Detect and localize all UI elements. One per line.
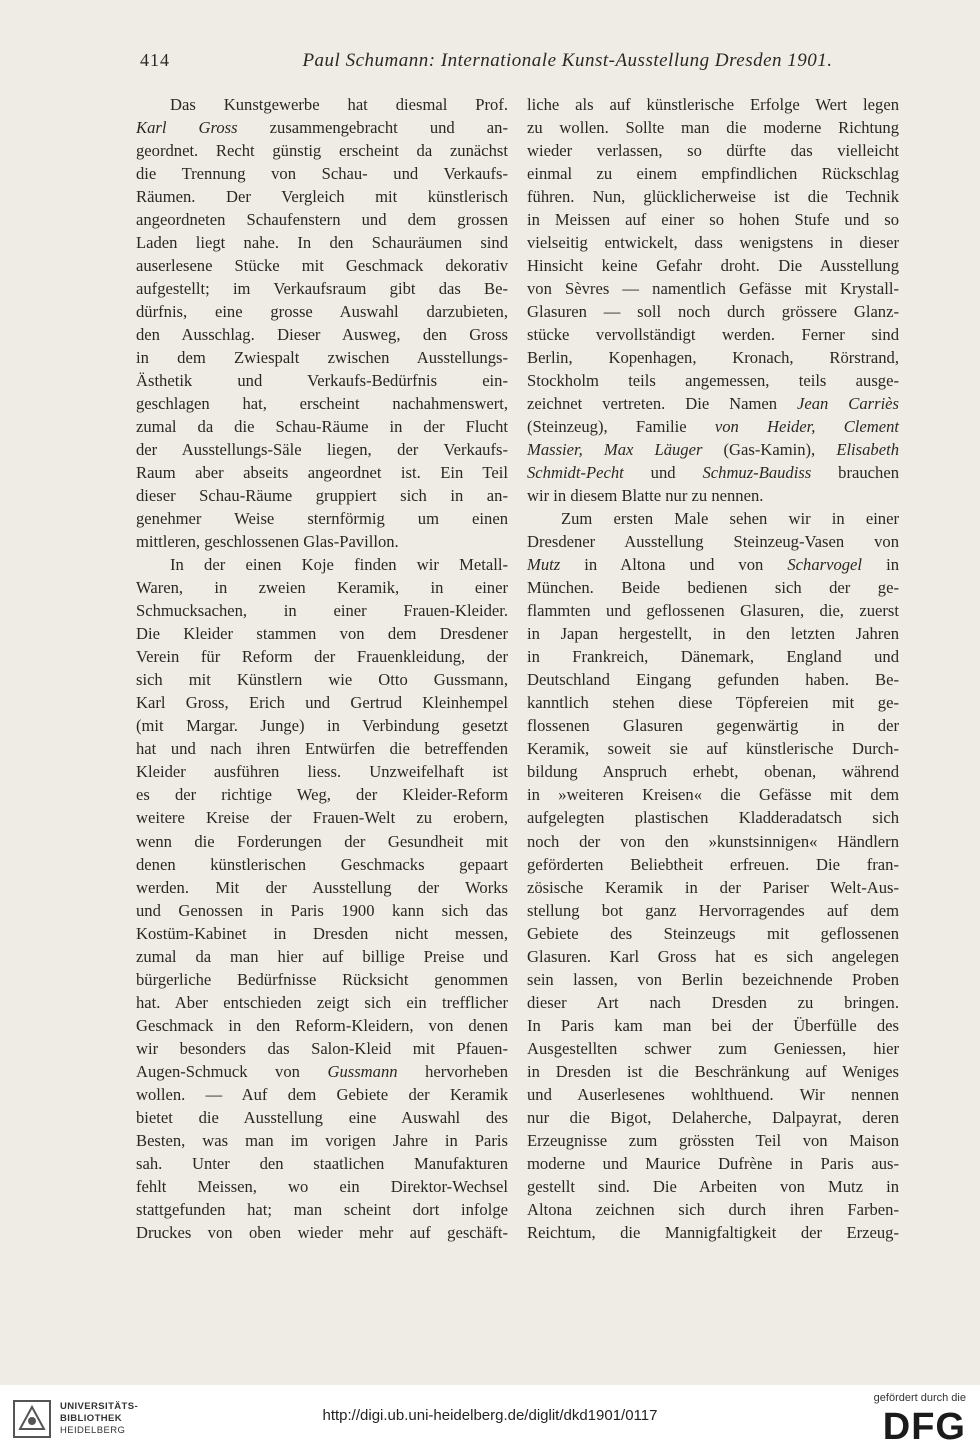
text-line: noch der von den »kunstsinnigen« Händlern: [527, 831, 899, 851]
text-line: führen. Nun, glücklicherweise ist die Technik: [527, 187, 899, 207]
text-line: mittleren, geschlossenen Glas-Pavillon.: [136, 532, 399, 552]
text-line: Keramik, soweit sie auf künstlerische Durch-: [527, 739, 899, 759]
text-line: wollen. — Auf dem Gebiete der Keramik: [136, 1084, 508, 1104]
text-line: Deutschland Eingang gefunden haben. Be-: [527, 670, 899, 690]
text-line: geschlagen hat, erscheint nachahmenswert,: [136, 394, 508, 414]
text-line: dieser Schau-Räume gruppiert sich in an-: [136, 486, 508, 506]
text-line: Berlin, Kopenhagen, Kronach, Rörstrand,: [527, 348, 899, 368]
text-line: von Sèvres — namentlich Gefässe mit Krystall-: [527, 279, 899, 299]
library-name: UNIVERSITÄTS- BIBLIOTHEK HEIDELBERG: [60, 1401, 139, 1436]
text-line: Das Kunstgewerbe hat diesmal Prof.: [170, 95, 508, 114]
text-line: Zum ersten Male sehen wir in einer: [561, 509, 899, 529]
text-line: Hinsicht keine Gefahr droht. Die Ausstellung: [527, 256, 899, 276]
text-line: aufgestellt; im Verkaufsraum gibt das Be-: [136, 279, 508, 299]
text-line: in »weiteren Kreisen« die Gefässe mit dem: [527, 785, 899, 805]
text-line: Schmidt-Pecht und Schmuz-Baudiss brauchen: [527, 463, 899, 483]
text-line: in Japan hergestellt, in den letzten Jahren: [527, 624, 899, 644]
text-line: zösische Keramik in der Pariser Welt-Aus-: [527, 877, 899, 897]
running-header: [140, 50, 905, 76]
text-line: Glasuren — soll noch durch grössere Glanz-: [527, 302, 899, 322]
text-line: zumal da die Schau-Räume in der Flucht: [136, 417, 508, 437]
text-line: moderne und Maurice Dufrène in Paris aus-: [527, 1153, 899, 1173]
text-line: sich mit Künstlern wie Otto Gussmann,: [136, 670, 508, 690]
text-line: denen künstlerischen Geschmacks gepaart: [136, 854, 508, 874]
text-line: in dem Zwiespalt zwischen Ausstellungs-: [136, 348, 508, 368]
text-line: flossenen Glasuren gegenwärtig in der: [527, 716, 899, 736]
text-line: Mutz in Altona und von Scharvogel in: [527, 555, 899, 575]
text-line: nur die Bigot, Delaherche, Dalpayrat, deren: [527, 1107, 899, 1127]
text-line: werden. Mit der Ausstellung der Works: [136, 877, 508, 897]
text-line: Laden liegt nahe. In den Schauräumen sind: [136, 233, 508, 253]
text-line: Ästhetik und Verkaufs-Bedürfnis ein-: [136, 371, 508, 391]
text-line: Reichtum, die Mannigfaltigkeit der Erzeug-: [527, 1222, 899, 1242]
text-line: stellung bot ganz Hervorragendes auf dem: [527, 900, 899, 920]
text-line: einmal zu einem empfindlichen Rückschlag: [527, 164, 899, 184]
text-line: fehlt Meissen, wo ein Direktor-Wechsel: [136, 1176, 508, 1196]
text-line: Raum aber abseits angeordnet ist. Ein Teil: [136, 463, 508, 483]
text-line: Schmucksachen, in einer Frauen-Kleider.: [136, 601, 508, 621]
text-line: auserlesene Stücke mit Geschmack dekorativ: [136, 256, 508, 276]
text-line: zu wollen. Sollte man die moderne Richtung: [527, 118, 899, 138]
text-line: den Ausschlag. Dieser Ausweg, den Gross: [136, 325, 508, 345]
text-line: in Frankreich, Dänemark, England und: [527, 647, 899, 667]
text-line: geförderten Beliebtheit erfreuen. Die fran-: [527, 854, 899, 874]
text-line: angeordneten Schaufenstern und dem grossen: [136, 210, 508, 230]
left-text-column: [136, 93, 508, 1244]
text-line: stattgefunden hat; man scheint dort infolge: [136, 1199, 508, 1219]
text-line: In der einen Koje finden wir Metall-: [170, 555, 508, 575]
text-line: liche als auf künstlerische Erfolge Wert legen: [527, 95, 899, 114]
text-line: sein lassen, von Berlin bezeichnende Proben: [527, 969, 899, 989]
text-line: bietet die Ausstellung eine Auswahl des: [136, 1107, 508, 1127]
text-line: in Dresden ist die Beschränkung auf Weniges: [527, 1061, 899, 1081]
text-line: und Genossen in Paris 1900 kann sich das: [136, 900, 508, 920]
text-line: dieser Art nach Dresden zu bringen.: [527, 992, 899, 1012]
text-line: bürgerliche Bedürfnisse Rücksicht genommen: [136, 969, 508, 989]
text-line: und Auserlesenes wohlthuend. Wir nennen: [527, 1084, 899, 1104]
text-line: es der richtige Weg, der Kleider-Reform: [136, 785, 508, 805]
text-line: sah. Unter den staatlichen Manufakturen: [136, 1153, 508, 1173]
text-line: In Paris kam man bei der Überfülle des: [527, 1015, 899, 1035]
text-line: Kostüm-Kabinet in Dresden nicht messen,: [136, 923, 508, 943]
text-line: Augen-Schmuck von Gussmann hervorheben: [136, 1061, 508, 1081]
permalink-url[interactable]: http://digi.ub.uni-heidelberg.de/diglit/dkd1901/0117: [322, 1407, 658, 1424]
text-line: gestellt sind. Die Arbeiten von Mutz in: [527, 1176, 899, 1196]
text-line: Besten, was man im vorigen Jahre in Paris: [136, 1130, 508, 1150]
text-line: Kleider ausführen liess. Unzweifelhaft ist: [136, 762, 508, 782]
text-line: hat und nach ihren Entwürfen die betreffenden: [136, 739, 508, 759]
text-line: (mit Margar. Junge) in Verbindung gesetzt: [136, 716, 508, 736]
text-line: zumal da man hier auf billige Preise und: [136, 946, 508, 966]
text-line: München. Beide bedienen sich der ge-: [527, 578, 899, 598]
text-line: dürfnis, eine grosse Auswahl darzubieten,: [136, 302, 508, 322]
text-line: die Trennung von Schau- und Verkaufs-: [136, 164, 508, 184]
text-line: Räumen. Der Vergleich mit künstlerisch: [136, 187, 508, 207]
text-line: Altona zeichnen sich durch ihren Farben-: [527, 1199, 899, 1219]
running-title: Paul Schumann: Internationale Kunst-Ausstellung Dresden 1901.: [302, 50, 833, 71]
text-line: der Ausstellungs-Säle liegen, der Verkaufs-: [136, 440, 508, 460]
text-line: weitere Kreise der Frauen-Welt zu erobern,: [136, 808, 508, 828]
text-line: Waren, in zweien Keramik, in einer: [136, 578, 508, 598]
funding-caption: gefördert durch die: [873, 1392, 966, 1404]
digitization-footer: [0, 1385, 980, 1455]
text-line: Glasuren. Karl Gross hat es sich angelegen: [527, 946, 899, 966]
text-line: vielseitig entwickelt, dass wenigstens in dieser: [527, 233, 899, 253]
text-line: geordnet. Recht günstig erscheint da zunächst: [136, 141, 508, 161]
text-line: Karl Gross, Erich und Gertrud Kleinhempel: [136, 693, 508, 713]
text-line: stücke vervollständigt werden. Ferner sind: [527, 325, 899, 345]
text-line: flammten und geflossenen Glasuren, die, zuerst: [527, 601, 899, 621]
text-line: Karl Gross zusammengebracht und an-: [136, 118, 508, 138]
text-line: Stockholm teils angemessen, teils ausge-: [527, 371, 899, 391]
dfg-logo: DFG: [882, 1406, 966, 1448]
text-line: Gebiete des Steinzeugs mit geflossenen: [527, 923, 899, 943]
right-text-column: [527, 93, 899, 1244]
text-line: bildung Anspruch erhebt, obenan, während: [527, 762, 899, 782]
text-line: zeichnet vertreten. Die Namen Jean Carriès: [527, 394, 900, 414]
text-line: in Meissen auf einer so hohen Stufe und so: [527, 210, 899, 230]
text-line: Erzeugnisse zum grössten Teil von Maison: [527, 1130, 899, 1150]
text-line: wir besonders das Salon-Kleid mit Pfauen-: [136, 1038, 508, 1058]
text-line: Ausgestellten schwer zum Geniessen, hier: [527, 1038, 899, 1058]
page-number: 414: [140, 50, 170, 70]
text-line: Geschmack in den Reform-Kleidern, von denen: [136, 1015, 508, 1035]
text-line: Druckes von oben wieder mehr auf geschäft-: [136, 1222, 508, 1242]
text-line: wir in diesem Blatte nur zu nennen.: [527, 486, 764, 506]
text-line: Die Kleider stammen von dem Dresdener: [136, 624, 508, 644]
text-line: genehmer Weise sternförmig um einen: [136, 509, 508, 529]
text-line: Dresdener Ausstellung Steinzeug-Vasen von: [527, 532, 899, 552]
text-line: Massier, Max Läuger (Gas-Kamin), Elisabeth: [527, 440, 899, 460]
text-line: wieder verlassen, so dürfte das vielleicht: [527, 141, 899, 161]
text-line: (Steinzeug), Familie von Heider, Clement: [527, 417, 899, 437]
text-line: kanntlich stehen diese Töpfereien mit ge-: [527, 693, 899, 713]
text-line: aufgelegten plastischen Kladderadatsch sich: [527, 808, 899, 828]
text-line: hat. Aber entschieden zeigt sich ein trefflicher: [136, 992, 508, 1012]
text-line: wenn die Forderungen der Gesundheit mit: [136, 831, 508, 851]
text-line: Verein für Reform der Frauenkleidung, der: [136, 647, 508, 667]
